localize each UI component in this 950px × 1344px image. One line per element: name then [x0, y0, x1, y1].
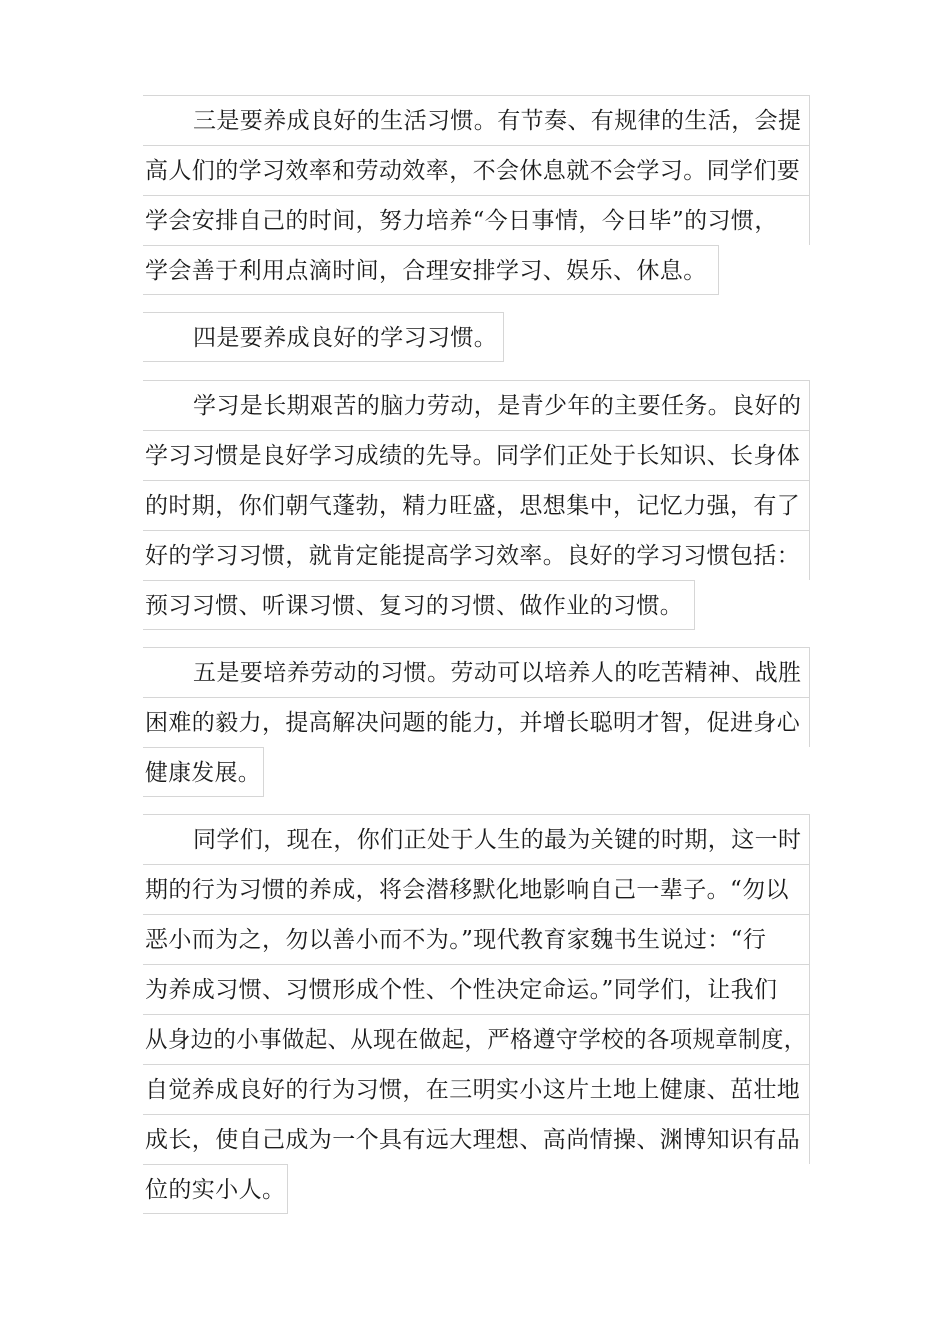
paragraph-conclusion — [143, 814, 810, 1214]
text-line: 学会善于利用点滴时间，合理安排学习、娱乐、休息。 — [143, 245, 719, 295]
text-line: 三是要养成良好的生活习惯。有节奏、有规律的生活，会提 — [143, 95, 810, 145]
text-line: 五是要培养劳动的习惯。劳动可以培养人的吃苦精神、战胜 — [143, 647, 810, 697]
text-line: 同学们，现在，你们正处于人生的最为关键的时期，这一时 — [143, 814, 810, 864]
text-line: 从身边的小事做起、从现在做起，严格遵守学校的各项规章制度， — [143, 1014, 810, 1064]
text-line: 为养成习惯、习惯形成个性、个性决定命运。”同学们，让我们 — [143, 964, 810, 1014]
text-line: 恶小而为之，勿以善小而不为。”现代教育家魏书生说过：“行 — [143, 914, 810, 964]
text-line: 高人们的学习效率和劳动效率，不会休息就不会学习。同学们要 — [143, 145, 810, 195]
text-line: 的时期，你们朝气蓬勃，精力旺盛，思想集中，记忆力强，有了 — [143, 480, 810, 530]
text-line: 学会安排自己的时间，努力培养“今日事情，今日毕”的习惯， — [143, 195, 810, 245]
text-line: 期的行为习惯的养成，将会潜移默化地影响自己一辈子。“勿以 — [143, 864, 810, 914]
paragraph-study-habits-heading — [143, 312, 504, 362]
text-line: 四是要养成良好的学习习惯。 — [143, 312, 504, 362]
paragraph-labor-habits — [143, 647, 810, 797]
paragraph-living-habits — [143, 95, 810, 295]
text-line: 位的实小人。 — [143, 1164, 288, 1214]
text-line: 预习习惯、听课习惯、复习的习惯、做作业的习惯。 — [143, 580, 695, 630]
text-line: 学习习惯是良好学习成绩的先导。同学们正处于长知识、长身体 — [143, 430, 810, 480]
text-line: 成长，使自己成为一个具有远大理想、高尚情操、渊博知识有品 — [143, 1114, 810, 1164]
text-line: 好的学习习惯，就肯定能提高学习效率。良好的学习习惯包括： — [143, 530, 810, 580]
text-line: 学习是长期艰苦的脑力劳动，是青少年的主要任务。良好的 — [143, 380, 810, 430]
text-line: 困难的毅力，提高解决问题的能力，并增长聪明才智，促进身心 — [143, 697, 810, 747]
paragraph-study-habits — [143, 380, 810, 630]
text-line: 健康发展。 — [143, 747, 264, 797]
text-line: 自觉养成良好的行为习惯，在三明实小这片土地上健康、茁壮地 — [143, 1064, 810, 1114]
